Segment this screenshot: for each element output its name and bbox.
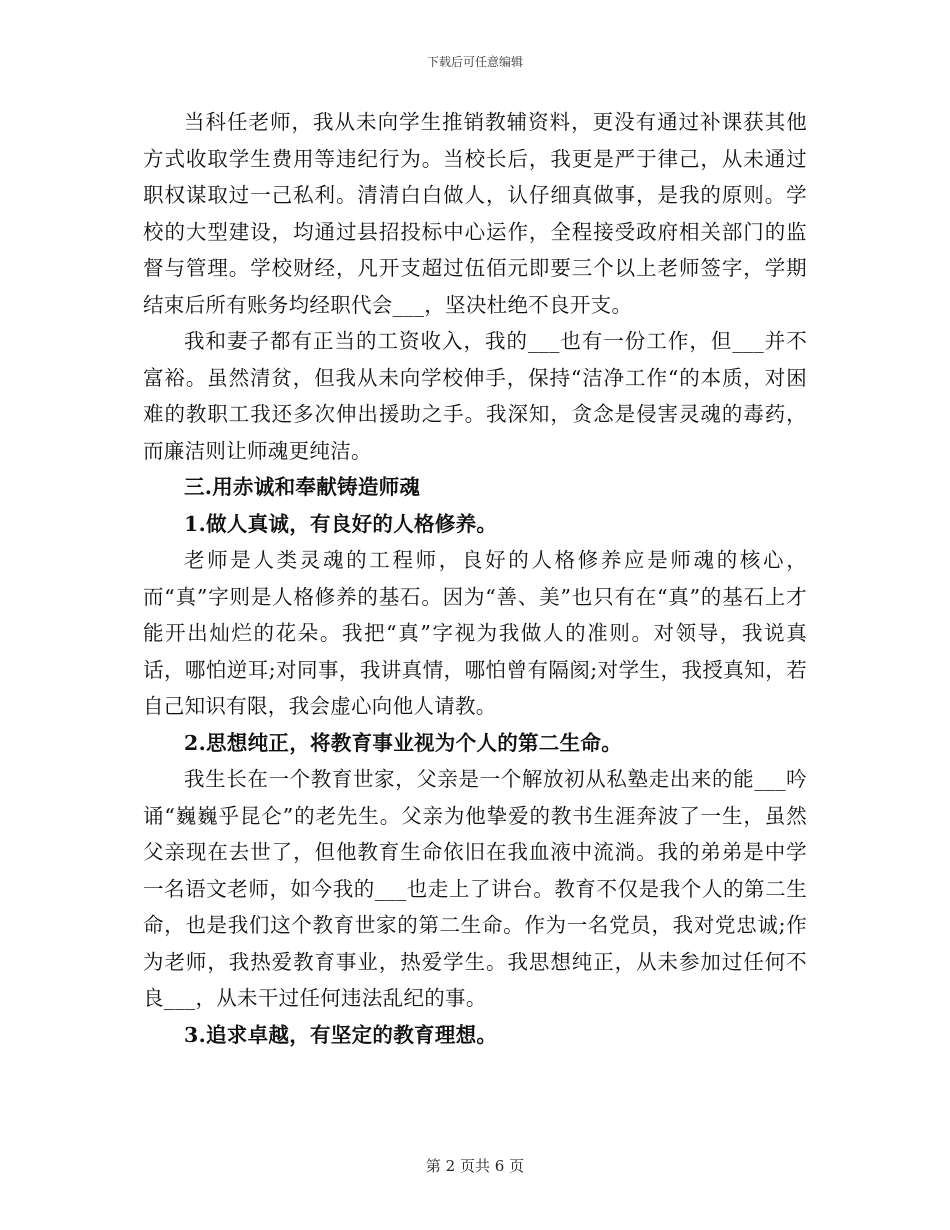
paragraph: 我生长在一个教育世家，父亲是一个解放初从私塾走出来的能___吟诵“巍巍乎昆仑”的老先生。父亲为他挚爱的教书生涯奔波了一生，虽然父亲现在去世了，但他教育生命依旧在我血液中流淌。我的弟弟是中学一名语文老师，如今我的___也走上了讲台。教育不仅是我个人的第二生命，也是我们这个教育世家的第二生命。作为一名党员，我对党忠诚;作为老师，我热爱教育事业，热爱学生。我思想纯正，从未参加过任何不良___，从未干过任何违法乱纪的事。 [143,767,807,1010]
paragraph: 老师是人类灵魂的工程师，良好的人格修养应是师魂的核心，而“真”字则是人格修养的基石。因为“善、美”也只有在“真”的基石上才能开出灿烂的花朵。我把“真”字视为我做人的准则。对领导，我说真话，哪怕逆耳;对同事，我讲真情，哪怕曾有隔阂;对学生，我授真知，若自己知识有限，我会虚心向他人请教。 [143,548,807,718]
section-heading: 三.用赤诚和奉献铸造师魂 [184,475,421,499]
page-header: 下载后可任意编辑 [426,55,523,69]
document-body [143,104,807,1053]
subsection-heading: 2.思想纯正，将教育事业视为个人的第二生命。 [184,730,622,755]
subsection-heading: 1.做人真诚，有良好的人格修养。 [184,511,498,536]
paragraph: 当科任老师，我从未向学生推销教辅资料，更没有通过补课获其他方式收取学生费用等违纪行为。当校长后，我更是严于律己，从未通过职权谋取过一己私利。清清白白做人，认仔细真做事，是我的原则。学校的大型建设，均通过县招投标中心运作，全程接受政府相关部门的监督与管理。学校财经，凡开支超过伍佰元即要三个以上老师签字，学期结束后所有账务均经职代会___，坚决杜绝不良开支。 [143,110,807,317]
subsection-heading: 3.追求卓越，有坚定的教育理想。 [184,1022,498,1047]
page-footer: 第 2 页共 6 页 [425,1157,525,1175]
paragraph: 我和妻子都有正当的工资收入，我的___也有一份工作，但___并不富裕。虽然清贫，但我从未向学校伸手，保持“洁净工作“的本质，对困难的教职工我还多次伸出援助之手。我深知，贪念是侵害灵魂的毒药，而廉洁则让师魂更纯洁。 [143,329,807,463]
